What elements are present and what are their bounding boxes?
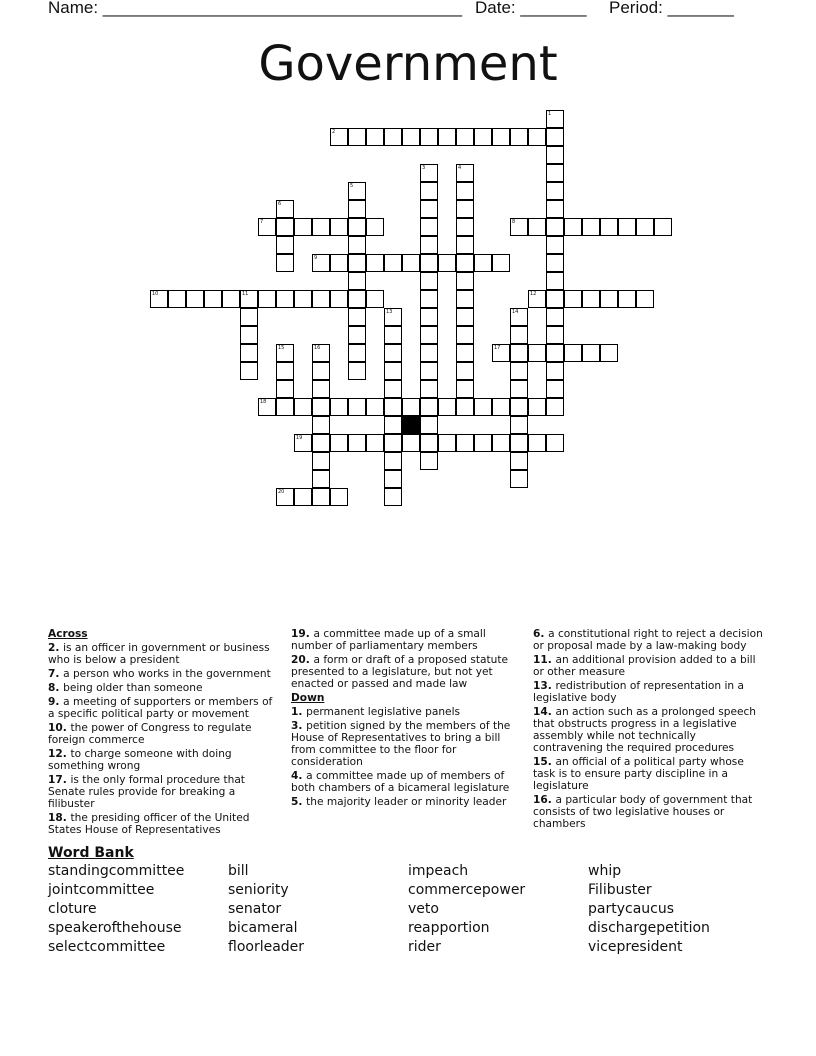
grid-cell[interactable] xyxy=(510,470,528,488)
grid-cell[interactable] xyxy=(294,434,312,452)
grid-cell[interactable] xyxy=(474,254,492,272)
word-bank-item: veto xyxy=(408,901,439,917)
grid-cell[interactable] xyxy=(420,344,438,362)
grid-cell[interactable] xyxy=(420,308,438,326)
grid-cell[interactable] xyxy=(312,344,330,362)
grid-cell[interactable] xyxy=(600,290,618,308)
grid-cell[interactable] xyxy=(456,308,474,326)
grid-cell[interactable] xyxy=(456,254,474,272)
grid-cell[interactable] xyxy=(384,488,402,506)
grid-cell[interactable] xyxy=(546,290,564,308)
clue-number: 10. xyxy=(48,722,71,734)
grid-cell[interactable] xyxy=(384,434,402,452)
grid-cell[interactable] xyxy=(348,182,366,200)
grid-cell[interactable] xyxy=(546,146,564,164)
clue xyxy=(48,668,280,680)
cell-number: 16 xyxy=(314,345,321,351)
clue xyxy=(533,794,765,830)
grid-cell[interactable] xyxy=(150,290,168,308)
word-bank-item: reapportion xyxy=(408,920,490,936)
clue-text: redistribution of representation in a legislative body xyxy=(533,680,745,704)
grid-cell[interactable] xyxy=(438,398,456,416)
grid-cell[interactable] xyxy=(420,416,438,434)
grid-cell[interactable] xyxy=(258,398,276,416)
grid-cell[interactable] xyxy=(348,326,366,344)
clue-number: 16. xyxy=(533,794,556,806)
grid-cell[interactable] xyxy=(276,398,294,416)
grid-cell[interactable] xyxy=(420,380,438,398)
clue xyxy=(48,642,280,666)
grid-cell[interactable] xyxy=(546,272,564,290)
grid-cell[interactable] xyxy=(528,218,546,236)
word-bank-item: senator xyxy=(228,901,282,917)
grid-cell[interactable] xyxy=(546,380,564,398)
word-bank-item: dischargepetition xyxy=(588,920,710,936)
cell-number: 18 xyxy=(260,399,267,405)
grid-cell[interactable] xyxy=(348,272,366,290)
clue-text: the power of Congress to regulate foreign commerce xyxy=(48,722,252,746)
clue xyxy=(533,654,765,678)
grid-cell[interactable] xyxy=(654,218,672,236)
grid-cell[interactable] xyxy=(312,488,330,506)
grid-cell[interactable] xyxy=(258,290,276,308)
grid-cell[interactable] xyxy=(456,272,474,290)
clue-number: 12. xyxy=(48,748,71,760)
grid-cell[interactable] xyxy=(528,398,546,416)
grid-cell[interactable] xyxy=(384,254,402,272)
grid-cell[interactable] xyxy=(510,362,528,380)
clue xyxy=(291,628,523,652)
name-field[interactable]: Name: ______________________________________ xyxy=(48,0,463,17)
crossword-grid xyxy=(0,0,816,520)
grid-cell[interactable] xyxy=(420,362,438,380)
grid-cell[interactable] xyxy=(384,128,402,146)
grid-cell[interactable] xyxy=(600,344,618,362)
clue-text: is the only formal procedure that Senate rules provide for breaking a filibuster xyxy=(48,774,245,810)
grid-cell[interactable] xyxy=(456,182,474,200)
word-bank-item: standingcommittee xyxy=(48,863,185,879)
word-bank-heading: Word Bank xyxy=(48,845,134,861)
grid-cell[interactable] xyxy=(492,254,510,272)
grid-cell[interactable] xyxy=(456,326,474,344)
grid-cell[interactable] xyxy=(348,200,366,218)
grid-cell[interactable] xyxy=(510,434,528,452)
grid-cell[interactable] xyxy=(384,452,402,470)
grid-cell[interactable] xyxy=(528,290,546,308)
grid-cell[interactable] xyxy=(546,362,564,380)
grid-cell[interactable] xyxy=(456,236,474,254)
grid-cell[interactable] xyxy=(510,380,528,398)
grid-cell[interactable] xyxy=(420,452,438,470)
word-bank-item: floorleader xyxy=(228,939,305,955)
word-bank-item: jointcommittee xyxy=(48,882,155,898)
grid-cell[interactable] xyxy=(330,128,348,146)
grid-cell[interactable] xyxy=(438,434,456,452)
grid-cell[interactable] xyxy=(312,398,330,416)
grid-cell[interactable] xyxy=(276,488,294,506)
clue-text: being older than someone xyxy=(63,682,203,694)
grid-cell[interactable] xyxy=(420,326,438,344)
grid-cell[interactable] xyxy=(168,290,186,308)
cell-number: 6 xyxy=(278,201,282,207)
grid-cell[interactable] xyxy=(546,110,564,128)
grid-cell[interactable] xyxy=(636,218,654,236)
grid-cell[interactable] xyxy=(348,344,366,362)
grid-cell[interactable] xyxy=(330,254,348,272)
grid-cell[interactable] xyxy=(276,362,294,380)
cell-number: 3 xyxy=(422,165,426,171)
grid-cell[interactable] xyxy=(366,398,384,416)
clue xyxy=(533,628,765,652)
grid-cell[interactable] xyxy=(510,398,528,416)
word-bank-item: partycaucus xyxy=(588,901,675,917)
grid-cell[interactable] xyxy=(456,218,474,236)
clue-number: 4. xyxy=(291,770,307,782)
period-field[interactable]: Period: _______ xyxy=(609,0,734,17)
cell-number: 17 xyxy=(494,345,501,351)
grid-cell[interactable] xyxy=(402,128,420,146)
grid-cell[interactable] xyxy=(564,218,582,236)
grid-cell[interactable] xyxy=(384,416,402,434)
clue-number: 1. xyxy=(291,706,307,718)
grid-cell[interactable] xyxy=(402,398,420,416)
grid-cell[interactable] xyxy=(564,290,582,308)
grid-cell[interactable] xyxy=(312,434,330,452)
clue xyxy=(291,720,523,768)
grid-cell[interactable] xyxy=(240,344,258,362)
grid-cell[interactable] xyxy=(348,308,366,326)
clue-text: a person who works in the government xyxy=(63,668,271,680)
grid-cell[interactable] xyxy=(474,434,492,452)
clue-number: 15. xyxy=(533,756,556,768)
grid-cell[interactable] xyxy=(402,434,420,452)
cell-number: 9 xyxy=(314,255,318,261)
grid-cell[interactable] xyxy=(384,326,402,344)
grid-cell[interactable] xyxy=(312,290,330,308)
grid-cell[interactable] xyxy=(636,290,654,308)
clue xyxy=(48,722,280,746)
grid-cell[interactable] xyxy=(420,182,438,200)
grid-cell[interactable] xyxy=(420,434,438,452)
grid-cell[interactable] xyxy=(348,218,366,236)
grid-cell[interactable] xyxy=(510,344,528,362)
clue-number: 6. xyxy=(533,628,549,640)
grid-cell[interactable] xyxy=(312,218,330,236)
word-bank-item: speakerofthehouse xyxy=(48,920,182,936)
grid-cell[interactable] xyxy=(312,254,330,272)
grid-cell[interactable] xyxy=(276,254,294,272)
grid-cell[interactable] xyxy=(240,290,258,308)
clue xyxy=(291,654,523,690)
cell-number: 15 xyxy=(278,345,285,351)
word-bank-item: bicameral xyxy=(228,920,298,936)
clue xyxy=(291,796,523,808)
cell-number: 8 xyxy=(512,219,516,225)
cell-number: 5 xyxy=(350,183,354,189)
grid-cell[interactable] xyxy=(600,218,618,236)
clue xyxy=(533,706,765,754)
grid-cell[interactable] xyxy=(276,218,294,236)
clue-number: 7. xyxy=(48,668,64,680)
grid-cell[interactable] xyxy=(312,362,330,380)
grid-cell[interactable] xyxy=(366,128,384,146)
grid-cell[interactable] xyxy=(402,254,420,272)
clue-text: a particular body of government that consists of two legislative houses or chambers xyxy=(533,794,753,830)
word-bank-item: commercepower xyxy=(408,882,526,898)
grid-cell[interactable] xyxy=(546,218,564,236)
grid-cell[interactable] xyxy=(366,290,384,308)
cell-number: 4 xyxy=(458,165,462,171)
grid-cell[interactable] xyxy=(420,128,438,146)
cell-number: 1 xyxy=(548,111,552,117)
cell-number: 11 xyxy=(242,291,249,297)
cell-number: 12 xyxy=(530,291,537,297)
clue xyxy=(48,774,280,810)
grid-cell[interactable] xyxy=(312,416,330,434)
grid-cell[interactable] xyxy=(456,164,474,182)
clue-text: to charge someone with doing something wrong xyxy=(48,748,232,772)
grid-cell[interactable] xyxy=(420,218,438,236)
puzzle-title: Government xyxy=(258,36,558,92)
clue-number: 14. xyxy=(533,706,556,718)
clue-text: an action such as a prolonged speech that obstructs progress in a legislative assembly while not technically contravening the required procedures xyxy=(533,706,757,754)
clue-number: 5. xyxy=(291,796,307,808)
cell-number: 10 xyxy=(152,291,159,297)
grid-cell[interactable] xyxy=(456,344,474,362)
grid-cell[interactable] xyxy=(348,254,366,272)
down-heading: Down xyxy=(291,692,325,704)
word-bank xyxy=(48,863,768,958)
grid-cell[interactable] xyxy=(492,434,510,452)
grid-cell[interactable] xyxy=(420,290,438,308)
grid-cell[interactable] xyxy=(330,218,348,236)
grid-cell[interactable] xyxy=(330,398,348,416)
clues-column-1 xyxy=(48,628,280,838)
word-bank-item: Filibuster xyxy=(588,882,652,898)
grid-cell[interactable] xyxy=(294,218,312,236)
grid-cell[interactable] xyxy=(618,290,636,308)
grid-cell[interactable] xyxy=(582,344,600,362)
grid-cell[interactable] xyxy=(348,398,366,416)
grid-cell[interactable] xyxy=(492,128,510,146)
grid-cell[interactable] xyxy=(384,362,402,380)
grid-cell[interactable] xyxy=(546,254,564,272)
clue-text: an additional provision added to a bill or other measure xyxy=(533,654,756,678)
clue-number: 2. xyxy=(48,642,64,654)
clue-number: 8. xyxy=(48,682,64,694)
clue-text: a meeting of supporters or members of a specific political party or movement xyxy=(48,696,273,720)
grid-cell[interactable] xyxy=(330,290,348,308)
grid-cell[interactable] xyxy=(474,128,492,146)
grid-cell[interactable] xyxy=(186,290,204,308)
clue-number: 17. xyxy=(48,774,71,786)
grid-cell[interactable] xyxy=(420,398,438,416)
grid-cell[interactable] xyxy=(258,218,276,236)
word-bank-item: seniority xyxy=(228,882,289,898)
clue xyxy=(291,770,523,794)
grid-cell[interactable] xyxy=(456,128,474,146)
cell-number: 20 xyxy=(278,489,285,495)
clue-text: a committee made up of members of both chambers of a bicameral legislature xyxy=(291,770,510,794)
clue-number: 18. xyxy=(48,812,71,824)
grid-cell[interactable] xyxy=(456,362,474,380)
across-heading: Across xyxy=(48,628,88,640)
clue xyxy=(533,680,765,704)
clue-number: 13. xyxy=(533,680,556,692)
date-field[interactable]: Date: _______ xyxy=(475,0,587,17)
clue-text: the majority leader or minority leader xyxy=(306,796,507,808)
grid-cell[interactable] xyxy=(528,128,546,146)
grid-cell[interactable] xyxy=(510,128,528,146)
clue xyxy=(291,706,523,718)
grid-cell[interactable] xyxy=(204,290,222,308)
grid-cell[interactable] xyxy=(456,200,474,218)
clue-text: an official of a political party whose task is to ensure party discipline in a legislature xyxy=(533,756,744,792)
clues-column-3 xyxy=(533,628,765,832)
grid-cell[interactable] xyxy=(546,182,564,200)
grid-cell[interactable] xyxy=(240,308,258,326)
grid-cell[interactable] xyxy=(348,290,366,308)
grid-cell[interactable] xyxy=(546,434,564,452)
clues-column-2 xyxy=(291,628,523,810)
grid-cell[interactable] xyxy=(348,434,366,452)
grid-cell[interactable] xyxy=(510,308,528,326)
grid-cell[interactable] xyxy=(222,290,240,308)
grid-cell[interactable] xyxy=(276,380,294,398)
grid-cell[interactable] xyxy=(384,380,402,398)
clue xyxy=(533,756,765,792)
cell-number: 19 xyxy=(296,435,303,441)
grid-cell[interactable] xyxy=(456,380,474,398)
clue-text: a committee made up of a small number of parliamentary members xyxy=(291,628,486,652)
clue-text: petition signed by the members of the House of Representatives to bring a bill from committee to the floor for consideration xyxy=(291,720,511,768)
clue xyxy=(48,682,280,694)
grid-cell[interactable] xyxy=(564,344,582,362)
grid-block xyxy=(402,416,420,434)
grid-cell[interactable] xyxy=(582,218,600,236)
grid-cell[interactable] xyxy=(330,434,348,452)
clue-number: 19. xyxy=(291,628,314,640)
grid-cell[interactable] xyxy=(312,380,330,398)
cell-number: 2 xyxy=(332,129,336,135)
clue-text: a form or draft of a proposed statute presented to a legislature, but not yet enacted or passed and made law xyxy=(291,654,509,690)
clue-number: 9. xyxy=(48,696,64,708)
grid-cell[interactable] xyxy=(276,200,294,218)
grid-cell[interactable] xyxy=(546,308,564,326)
cell-number: 13 xyxy=(386,309,393,315)
grid-cell[interactable] xyxy=(492,398,510,416)
grid-cell[interactable] xyxy=(546,398,564,416)
grid-cell[interactable] xyxy=(546,344,564,362)
grid-cell[interactable] xyxy=(294,488,312,506)
grid-cell[interactable] xyxy=(240,362,258,380)
grid-cell[interactable] xyxy=(366,434,384,452)
grid-cell[interactable] xyxy=(276,236,294,254)
grid-cell[interactable] xyxy=(528,434,546,452)
grid-cell[interactable] xyxy=(420,236,438,254)
word-bank-item: bill xyxy=(228,863,249,879)
grid-cell[interactable] xyxy=(420,254,438,272)
grid-cell[interactable] xyxy=(510,218,528,236)
grid-cell[interactable] xyxy=(348,236,366,254)
grid-cell[interactable] xyxy=(546,200,564,218)
clue-text: the presiding officer of the United States House of Representatives xyxy=(48,812,250,836)
clue-number: 3. xyxy=(291,720,307,732)
grid-cell[interactable] xyxy=(546,326,564,344)
grid-cell[interactable] xyxy=(420,200,438,218)
clue xyxy=(48,812,280,836)
grid-cell[interactable] xyxy=(474,398,492,416)
grid-cell[interactable] xyxy=(510,416,528,434)
grid-cell[interactable] xyxy=(510,326,528,344)
clue-text: a constitutional right to reject a decision or proposal made by a law-making body xyxy=(533,628,763,652)
grid-cell[interactable] xyxy=(456,290,474,308)
word-bank-item: impeach xyxy=(408,863,469,879)
word-bank-item: vicepresident xyxy=(588,939,683,955)
clue-text: permanent legislative panels xyxy=(306,706,461,718)
clue xyxy=(48,696,280,720)
clue xyxy=(48,748,280,772)
word-bank-item: cloture xyxy=(48,901,97,917)
grid-cell[interactable] xyxy=(294,290,312,308)
grid-cell[interactable] xyxy=(546,164,564,182)
cell-number: 7 xyxy=(260,219,264,225)
clue-number: 20. xyxy=(291,654,314,666)
grid-cell[interactable] xyxy=(294,398,312,416)
word-bank-item: whip xyxy=(588,863,622,879)
grid-cell[interactable] xyxy=(384,470,402,488)
grid-cell[interactable] xyxy=(366,218,384,236)
grid-cell[interactable] xyxy=(438,128,456,146)
grid-cell[interactable] xyxy=(348,362,366,380)
grid-cell[interactable] xyxy=(384,308,402,326)
grid-cell[interactable] xyxy=(456,398,474,416)
grid-cell[interactable] xyxy=(348,128,366,146)
word-bank-item: rider xyxy=(408,939,441,955)
grid-cell[interactable] xyxy=(420,164,438,182)
grid-cell[interactable] xyxy=(438,254,456,272)
clue-number: 11. xyxy=(533,654,556,666)
grid-cell[interactable] xyxy=(510,452,528,470)
grid-cell[interactable] xyxy=(492,344,510,362)
grid-cell[interactable] xyxy=(312,452,330,470)
grid-cell[interactable] xyxy=(528,344,546,362)
grid-cell[interactable] xyxy=(546,128,564,146)
grid-cell[interactable] xyxy=(330,488,348,506)
cell-number: 14 xyxy=(512,309,519,315)
grid-cell[interactable] xyxy=(276,290,294,308)
grid-cell[interactable] xyxy=(546,236,564,254)
grid-cell[interactable] xyxy=(384,398,402,416)
grid-cell[interactable] xyxy=(384,344,402,362)
grid-cell[interactable] xyxy=(582,290,600,308)
grid-cell[interactable] xyxy=(276,344,294,362)
grid-cell[interactable] xyxy=(420,272,438,290)
grid-cell[interactable] xyxy=(312,470,330,488)
grid-cell[interactable] xyxy=(366,254,384,272)
grid-cell[interactable] xyxy=(240,326,258,344)
clue-text: is an officer in government or business who is below a president xyxy=(48,642,270,666)
word-bank-item: selectcommittee xyxy=(48,939,166,955)
grid-cell[interactable] xyxy=(456,434,474,452)
grid-cell[interactable] xyxy=(618,218,636,236)
